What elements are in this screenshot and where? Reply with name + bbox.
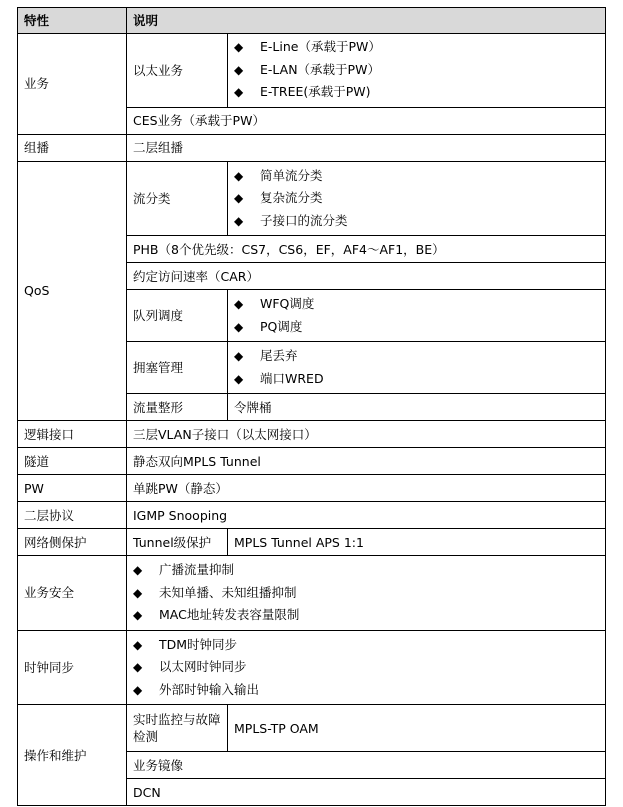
list-item: ◆ 未知单播、未知组播抑制: [133, 582, 599, 605]
net-protect-label: 网络侧保护: [18, 529, 127, 556]
service-label: 业务: [18, 34, 127, 135]
ethernet-items-cell: [228, 34, 606, 108]
classify-items-cell: [228, 161, 606, 236]
list-item: ◆ 尾丢弃: [234, 345, 599, 368]
qos-classify-row: [18, 161, 606, 236]
net-protect-row: [18, 529, 606, 556]
clock-label: 时钟同步: [18, 630, 127, 705]
security-row: [18, 556, 606, 631]
congestion-items-cell: [228, 342, 606, 394]
l2proto-desc: IGMP Snooping: [127, 502, 606, 529]
list-item: ◆ 广播流量抑制: [133, 559, 599, 582]
l2mc-label: 组播: [18, 134, 127, 161]
l2proto-label: 二层协议: [18, 502, 127, 529]
queue-list: [234, 290, 599, 341]
oam-mirror-text: 业务镜像: [127, 752, 606, 779]
list-item: ◆ E-LAN（承载于PW）: [234, 59, 599, 82]
qos-label: QoS: [18, 161, 127, 421]
header-row: [18, 8, 606, 34]
tunnel-row: [18, 448, 606, 475]
list-item: ◆ E-TREE(承载于PW): [234, 81, 599, 104]
logical-if-label: 逻辑接口: [18, 421, 127, 448]
tunnel-desc: 静态双向MPLS Tunnel: [127, 448, 606, 475]
classify-label: 流分类: [127, 161, 228, 236]
list-item: ◆ MAC地址转发表容量限制: [133, 604, 599, 627]
pw-row: [18, 475, 606, 502]
l2mc-row: [18, 134, 606, 161]
clock-list: [133, 631, 599, 705]
service-ethernet-row: [18, 34, 606, 108]
list-item: ◆ E-Line（承载于PW）: [234, 36, 599, 59]
list-item: ◆ 外部时钟输入输出: [133, 679, 599, 702]
oam-monitor-value: MPLS-TP OAM: [228, 705, 606, 752]
ces-text: CES业务（承载于PW）: [127, 107, 606, 134]
congestion-list: [234, 342, 599, 393]
list-item: ◆ 以太网时钟同步: [133, 656, 599, 679]
list-item: ◆ 复杂流分类: [234, 187, 599, 210]
header-feature: 特性: [18, 8, 127, 34]
queue-label: 队列调度: [127, 290, 228, 342]
header-description: 说明: [127, 8, 606, 34]
list-item: ◆ TDM时钟同步: [133, 634, 599, 657]
pw-desc: 单跳PW（静态）: [127, 475, 606, 502]
oam-label: 操作和维护: [18, 705, 127, 806]
phb-text: PHB（8个优先级：CS7，CS6，EF，AF4～AF1，BE）: [127, 236, 606, 263]
clock-row: [18, 630, 606, 705]
oam-monitor-label: 实时监控与故障检测: [127, 705, 228, 752]
ethernet-list: [234, 34, 599, 107]
logical-if-row: [18, 421, 606, 448]
security-items-cell: [127, 556, 606, 631]
l2mc-desc: 二层组播: [127, 134, 606, 161]
logical-if-desc: 三层VLAN子接口（以太网接口）: [127, 421, 606, 448]
l2proto-row: [18, 502, 606, 529]
ethernet-label: 以太业务: [127, 34, 228, 108]
oam-dcn-text: DCN: [127, 779, 606, 806]
security-list: [133, 556, 599, 630]
list-item: ◆ PQ调度: [234, 316, 599, 339]
pw-label: PW: [18, 475, 127, 502]
list-item: ◆ 简单流分类: [234, 165, 599, 188]
car-text: 约定访问速率（CAR）: [127, 263, 606, 290]
classify-list: [234, 162, 599, 236]
spec-table: [17, 7, 606, 806]
list-item: ◆ 端口WRED: [234, 368, 599, 391]
security-label: 业务安全: [18, 556, 127, 631]
congestion-label: 拥塞管理: [127, 342, 228, 394]
queue-items-cell: [228, 290, 606, 342]
list-item: ◆ WFQ调度: [234, 293, 599, 316]
shaping-value: 令牌桶: [228, 394, 606, 421]
shaping-label: 流量整形: [127, 394, 228, 421]
list-item: ◆ 子接口的流分类: [234, 210, 599, 233]
net-protect-sub: Tunnel级保护: [127, 529, 228, 556]
tunnel-label: 隧道: [18, 448, 127, 475]
oam-monitor-row: [18, 705, 606, 752]
net-protect-value: MPLS Tunnel APS 1:1: [228, 529, 606, 556]
clock-items-cell: [127, 630, 606, 705]
